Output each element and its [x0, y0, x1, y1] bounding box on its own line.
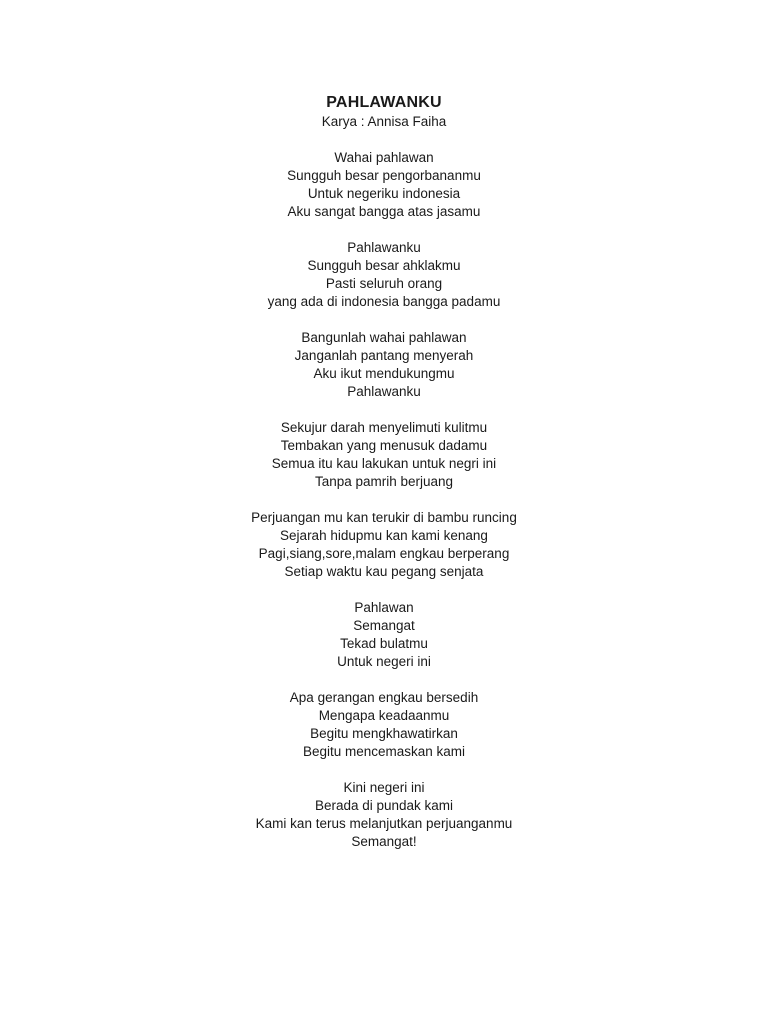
stanza-3	[0, 329, 768, 401]
poem-line: Sejarah hidupmu kan kami kenang	[280, 528, 488, 543]
poem-line: Aku ikut mendukungmu	[313, 366, 455, 381]
poem-line: Mengapa keadaanmu	[318, 708, 450, 723]
poem-line: Tembakan yang menusuk dadamu	[280, 438, 488, 453]
poem-line: Apa gerangan engkau bersedih	[289, 690, 479, 705]
poem-line: Pagi,siang,sore,malam engkau berperang	[258, 546, 510, 561]
poem-line: Setiap waktu kau pegang senjata	[284, 564, 484, 579]
poem-line: Kami kan terus melanjutkan perjuanganmu	[255, 816, 513, 831]
stanza-1	[0, 149, 768, 221]
poem-line: Untuk negeri ini	[337, 654, 431, 669]
poem-line: Semangat!	[351, 834, 417, 849]
poem-line: Semangat	[353, 618, 415, 633]
poem-line: Sungguh besar ahklakmu	[307, 258, 461, 273]
poem-line: Semua itu kau lakukan untuk negri ini	[271, 456, 497, 471]
poem-line: Untuk negeriku indonesia	[307, 186, 461, 201]
poem-line: Perjuangan mu kan terukir di bambu runcing	[251, 510, 517, 525]
poem-line: Janganlah pantang menyerah	[294, 348, 474, 363]
poem	[0, 93, 768, 869]
poem-line: Sekujur darah menyelimuti kulitmu	[280, 420, 488, 435]
poem-author: Karya : Annisa Faiha	[321, 114, 447, 129]
poem-title: PAHLAWANKU	[326, 94, 442, 111]
poem-line: yang ada di indonesia bangga padamu	[267, 294, 501, 309]
stanza-6	[0, 599, 768, 671]
poem-line: Berada di pundak kami	[314, 798, 454, 813]
poem-line: Tekad bulatmu	[340, 636, 428, 651]
poem-line: Pasti seluruh orang	[325, 276, 443, 291]
poem-line: Bangunlah wahai pahlawan	[301, 330, 467, 345]
poem-line: Kini negeri ini	[343, 780, 425, 795]
poem-line: Begitu mencemaskan kami	[302, 744, 466, 759]
stanza-5	[0, 509, 768, 581]
stanza-2	[0, 239, 768, 311]
stanza-4	[0, 419, 768, 491]
poem-line: Sungguh besar pengorbananmu	[287, 168, 481, 183]
stanza-8	[0, 779, 768, 851]
stanza-7	[0, 689, 768, 761]
poem-line: Pahlawan	[354, 600, 414, 615]
poem-line: Pahlawanku	[347, 240, 421, 255]
poem-line: Wahai pahlawan	[334, 150, 434, 165]
poem-line: Aku sangat bangga atas jasamu	[287, 204, 481, 219]
poem-line: Tanpa pamrih berjuang	[314, 474, 454, 489]
poem-line: Pahlawanku	[347, 384, 421, 399]
poem-line: Begitu mengkhawatirkan	[310, 726, 458, 741]
